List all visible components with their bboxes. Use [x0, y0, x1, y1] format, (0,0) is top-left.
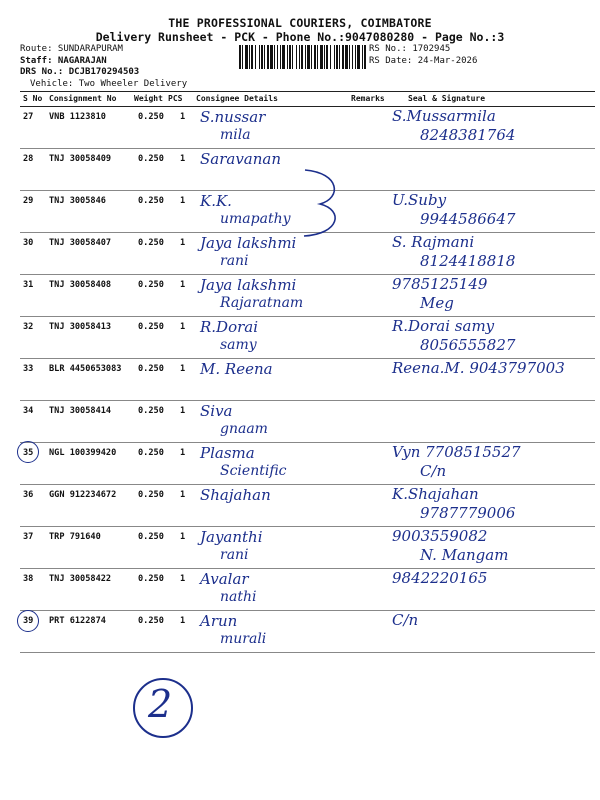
- pieces: 1: [180, 364, 186, 374]
- consignee-name-line1: R.Dorai: [200, 318, 259, 336]
- signature-line1: C/n: [392, 611, 419, 629]
- col-consignee: Consignee Details: [196, 94, 278, 103]
- pieces: 1: [180, 490, 186, 500]
- consignee-name-line2: samy: [220, 337, 257, 353]
- weight: 0.250: [138, 490, 164, 500]
- serial-number: 36: [23, 490, 34, 500]
- table-row: [20, 610, 595, 653]
- consignment-number: PRT 6122874: [49, 616, 106, 626]
- page-mark: 2: [148, 682, 173, 726]
- rs-date: RS Date: 24-Mar-2026: [369, 55, 478, 66]
- serial-number: 39: [23, 616, 34, 626]
- consignment-number: TNJ 3005846: [49, 196, 106, 206]
- consignee-name-line1: Jaya lakshmi: [200, 276, 297, 294]
- weight: 0.250: [138, 448, 164, 458]
- serial-number: 29: [23, 196, 34, 206]
- serial-number: 34: [23, 406, 34, 416]
- consignee-name-line1: Avalar: [200, 570, 249, 588]
- consignment-number: TRP 791640: [49, 532, 101, 542]
- handwritten-circle-35: [17, 441, 39, 463]
- table-row: [20, 316, 595, 359]
- col-sno: S No: [23, 94, 43, 103]
- consignment-number: TNJ 30058413: [49, 322, 112, 332]
- consignee-name-line2: rani: [220, 547, 249, 563]
- signature-line2: 9787779006: [420, 504, 516, 522]
- pieces: 1: [180, 616, 186, 626]
- bracket-mark: [300, 168, 350, 238]
- table-row: [20, 358, 595, 401]
- table-row: [20, 106, 595, 149]
- consignee-name-line1: S.nussar: [200, 108, 266, 126]
- serial-number: 37: [23, 532, 34, 542]
- weight: 0.250: [138, 406, 164, 416]
- consignee-name-line2: Scientific: [220, 463, 287, 479]
- signature-line2: 8248381764: [420, 126, 516, 144]
- signature-line1: Vyn 7708515527: [392, 443, 521, 461]
- signature-line1: S. Rajmani: [392, 233, 475, 251]
- pieces: 1: [180, 322, 186, 332]
- consignment-number: BLR 4450653083: [49, 364, 122, 374]
- rs-info: [369, 44, 477, 67]
- consignee-name-line1: Plasma: [200, 444, 255, 462]
- signature-line1: U.Suby: [392, 191, 447, 209]
- serial-number: 38: [23, 574, 34, 584]
- consignment-number: TNJ 30058407: [49, 238, 112, 248]
- col-pcs: PCS: [168, 94, 183, 103]
- signature-line2: C/n: [420, 462, 447, 480]
- pieces: 1: [180, 448, 186, 458]
- consignee-name-line2: umapathy: [220, 211, 291, 227]
- consignment-number: TNJ 30058408: [49, 280, 112, 290]
- signature-line1: 9785125149: [392, 275, 488, 293]
- signature-line1: 9842220165: [392, 569, 488, 587]
- consignment-number: TNJ 30058414: [49, 406, 112, 416]
- signature-line1: R.Dorai samy: [392, 317, 495, 335]
- weight: 0.250: [138, 616, 164, 626]
- table-row: [20, 232, 595, 275]
- route-info: [20, 44, 187, 90]
- signature-line2: 8056555827: [420, 336, 516, 354]
- col-seal: Seal & Signature: [408, 94, 486, 103]
- table-header: [20, 91, 595, 107]
- pieces: 1: [180, 280, 186, 290]
- runsheet-subtitle: Delivery Runsheet - PCK - Phone No.:9047080280 - Page No.:3: [95, 30, 505, 44]
- consignee-name-line2: mila: [220, 127, 251, 143]
- serial-number: 32: [23, 322, 34, 332]
- handwritten-circle-39: [17, 610, 39, 632]
- pieces: 1: [180, 154, 186, 164]
- weight: 0.250: [138, 364, 164, 374]
- signature-line1: S.Mussarmila: [392, 107, 496, 125]
- weight: 0.250: [138, 322, 164, 332]
- consignee-name-line1: Arun: [200, 612, 238, 630]
- company-title: THE PROFESSIONAL COURIERS, COIMBATORE: [168, 16, 432, 30]
- pieces: 1: [180, 238, 186, 248]
- consignee-name-line1: K.K.: [200, 192, 232, 210]
- consignment-number: TNJ 30058409: [49, 154, 112, 164]
- pieces: 1: [180, 532, 186, 542]
- drs-number: DRS No.: DCJB170294503: [20, 67, 140, 77]
- consignee-name-line1: M. Reena: [200, 360, 273, 378]
- serial-number: 31: [23, 280, 34, 290]
- col-weight: Weight: [134, 94, 163, 103]
- signature-line1: K.Shajahan: [392, 485, 479, 503]
- signature-line1: Reena.M. 9043797003: [392, 359, 565, 377]
- signature-line1: 9003559082: [392, 527, 488, 545]
- table-row: [20, 274, 595, 317]
- consignee-name-line2: rani: [220, 253, 249, 269]
- consignee-name-line1: Jaya lakshmi: [200, 234, 297, 252]
- serial-number: 27: [23, 112, 34, 122]
- consignee-name-line2: gnaam: [220, 421, 268, 437]
- pieces: 1: [180, 112, 186, 122]
- signature-line2: 9944586647: [420, 210, 516, 228]
- weight: 0.250: [138, 574, 164, 584]
- consignment-number: VNB 1123810: [49, 112, 106, 122]
- serial-number: 30: [23, 238, 34, 248]
- rs-number: RS No.: 1702945: [369, 44, 451, 54]
- consignee-name-line2: murali: [220, 631, 267, 647]
- serial-number: 28: [23, 154, 34, 164]
- consignee-name-line1: Saravanan: [200, 150, 282, 168]
- table-row: [20, 484, 595, 527]
- table-row: [20, 526, 595, 569]
- pieces: 1: [180, 574, 186, 584]
- consignment-number: TNJ 30058422: [49, 574, 112, 584]
- route: Route: SUNDARAPURAM: [20, 44, 123, 54]
- consignment-number: GGN 912234672: [49, 490, 117, 500]
- consignee-name-line2: nathi: [220, 589, 257, 605]
- consignee-name-line1: Jayanthi: [200, 528, 263, 546]
- signature-line2: Meg: [420, 294, 454, 312]
- weight: 0.250: [138, 112, 164, 122]
- table-row: [20, 442, 595, 485]
- weight: 0.250: [138, 154, 164, 164]
- pieces: 1: [180, 406, 186, 416]
- signature-line2: N. Mangam: [420, 546, 509, 564]
- weight: 0.250: [138, 532, 164, 542]
- weight: 0.250: [138, 238, 164, 248]
- consignment-number: NGL 100399420: [49, 448, 117, 458]
- col-remarks: Remarks: [351, 94, 385, 103]
- staff: Staff: NAGARAJAN: [20, 55, 107, 66]
- weight: 0.250: [138, 280, 164, 290]
- consignee-name-line1: Siva: [200, 402, 233, 420]
- pieces: 1: [180, 196, 186, 206]
- serial-number: 33: [23, 364, 34, 374]
- table-row: [20, 568, 595, 611]
- weight: 0.250: [138, 196, 164, 206]
- vehicle: Vehicle: Two Wheeler Delivery: [30, 78, 188, 89]
- consignee-name-line1: Shajahan: [200, 486, 271, 504]
- consignee-name-line2: Rajaratnam: [220, 295, 304, 311]
- signature-line2: 8124418818: [420, 252, 516, 270]
- serial-number: 35: [23, 448, 34, 458]
- barcode-icon: [238, 45, 366, 69]
- table-row: [20, 400, 595, 443]
- col-consignment: Consignment No: [49, 94, 117, 103]
